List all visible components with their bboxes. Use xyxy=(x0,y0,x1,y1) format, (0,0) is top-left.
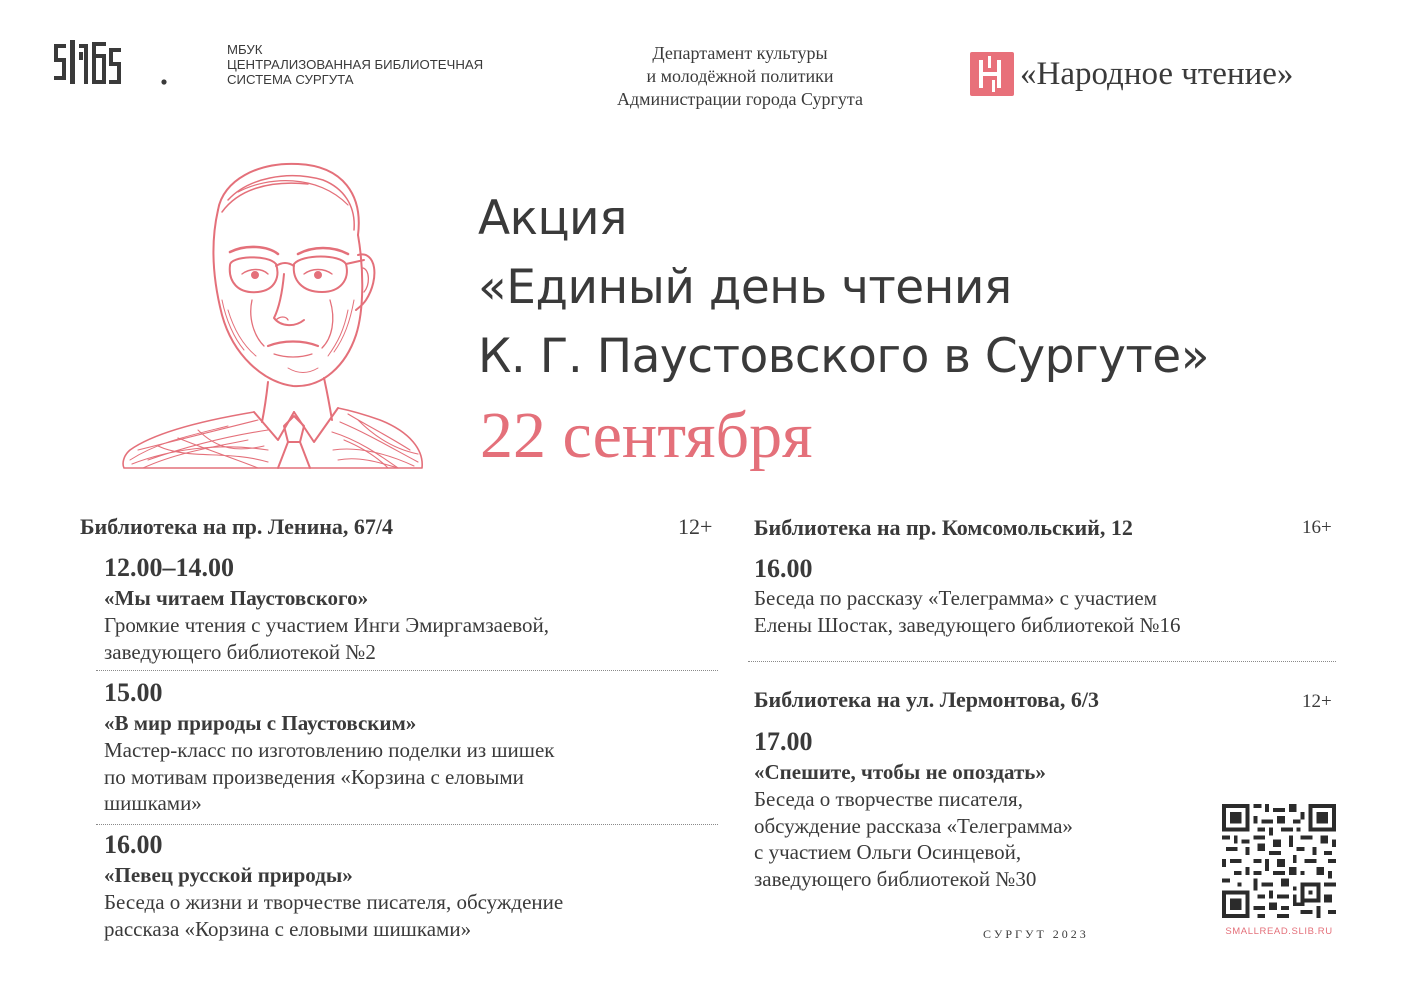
event-date: 22 сентября xyxy=(480,399,813,472)
description-line: шишками» xyxy=(104,791,202,815)
description-line: Елены Шостак, заведующего библиотекой №16 xyxy=(754,612,1181,637)
org-name xyxy=(227,42,483,87)
title-line: «Единый день чтения xyxy=(478,260,1012,315)
department-name xyxy=(540,42,940,111)
org-line: ЦЕНТРАЛИЗОВАННАЯ БИБЛИОТЕЧНАЯ xyxy=(227,57,484,72)
library-name: Библиотека на ул. Лермонтова, 6/3 xyxy=(754,687,1100,712)
qr-code-icon[interactable] xyxy=(1222,804,1336,918)
dept-line: Департамент культуры xyxy=(652,43,828,63)
description-line: по мотивам произведения «Корзина с еловыми xyxy=(104,764,524,789)
slib-logo xyxy=(52,38,502,94)
slib-logo-mark-icon xyxy=(52,38,222,94)
event-description xyxy=(754,786,1073,892)
title-line: К. Г. Паустовского в Сургуте» xyxy=(478,329,1209,384)
age-rating: 16+ xyxy=(1302,517,1332,538)
event-time: 12.00–14.00 xyxy=(104,553,234,582)
event-time: 16.00 xyxy=(754,554,813,583)
event-description xyxy=(104,737,555,817)
event-item xyxy=(754,726,1073,892)
dept-line: и молодёжной политики xyxy=(646,66,834,86)
event-item xyxy=(104,552,549,665)
website-link[interactable]: SMALLREAD.SLIB.RU xyxy=(1225,926,1333,937)
event-time: 16.00 xyxy=(104,830,163,859)
narodnoe-chtenie-logo-icon xyxy=(970,52,1014,96)
description-line: обсуждение рассказа «Телеграмма» xyxy=(754,813,1073,838)
event-name: «Мы читаем Паустовского» xyxy=(104,586,369,610)
dept-line: Администрации города Сургута xyxy=(617,89,863,109)
description-line: Беседа о жизни и творчестве писателя, обсуждение xyxy=(104,890,564,914)
description-line: Громкие чтения с участием Инги Эмиргамзаевой, xyxy=(104,613,550,637)
description-line: рассказа «Корзина с еловыми шишками» xyxy=(104,916,472,941)
dotted-divider xyxy=(96,670,718,671)
description-line: Беседа по рассказу «Телеграмма» с участием xyxy=(754,586,1157,610)
event-name: «Спешите, чтобы не опоздать» xyxy=(754,760,1046,784)
event-description xyxy=(104,889,563,942)
org-line: СИСТЕМА СУРГУТА xyxy=(227,72,354,87)
event-name: «В мир природы с Паустовским» xyxy=(104,711,417,735)
age-rating: 12+ xyxy=(1302,691,1332,712)
event-name: «Певец русской природы» xyxy=(104,863,353,887)
event-title xyxy=(478,184,1209,391)
event-item xyxy=(104,677,555,817)
event-item xyxy=(104,829,563,942)
description-line: с участием Ольги Осинцевой, xyxy=(754,840,1022,864)
age-rating: 12+ xyxy=(678,514,713,539)
library-name: Библиотека на пр. Комсомольский, 12 xyxy=(754,515,1133,540)
library-name: Библиотека на пр. Ленина, 67/4 xyxy=(80,514,394,539)
description-line: заведующего библиотекой №30 xyxy=(754,866,1037,891)
org-line: МБУК xyxy=(227,42,263,57)
title-line: Акция xyxy=(478,191,627,246)
event-description xyxy=(754,585,1181,638)
narodnoe-chtenie-title: «Народное чтение» xyxy=(1020,56,1294,92)
paustovsky-portrait-icon xyxy=(118,150,428,470)
dotted-divider xyxy=(96,824,718,825)
event-time: 15.00 xyxy=(104,678,163,707)
description-line: заведующего библиотекой №2 xyxy=(104,639,376,664)
description-line: Беседа о творчестве писателя, xyxy=(754,787,1023,811)
dotted-divider xyxy=(748,661,1336,662)
event-item xyxy=(754,553,1181,638)
city-year: СУРГУТ 2023 xyxy=(983,927,1089,941)
description-line: Мастер-класс по изготовлению поделки из шишек xyxy=(104,738,555,762)
event-time: 17.00 xyxy=(754,727,813,756)
event-description xyxy=(104,612,549,665)
